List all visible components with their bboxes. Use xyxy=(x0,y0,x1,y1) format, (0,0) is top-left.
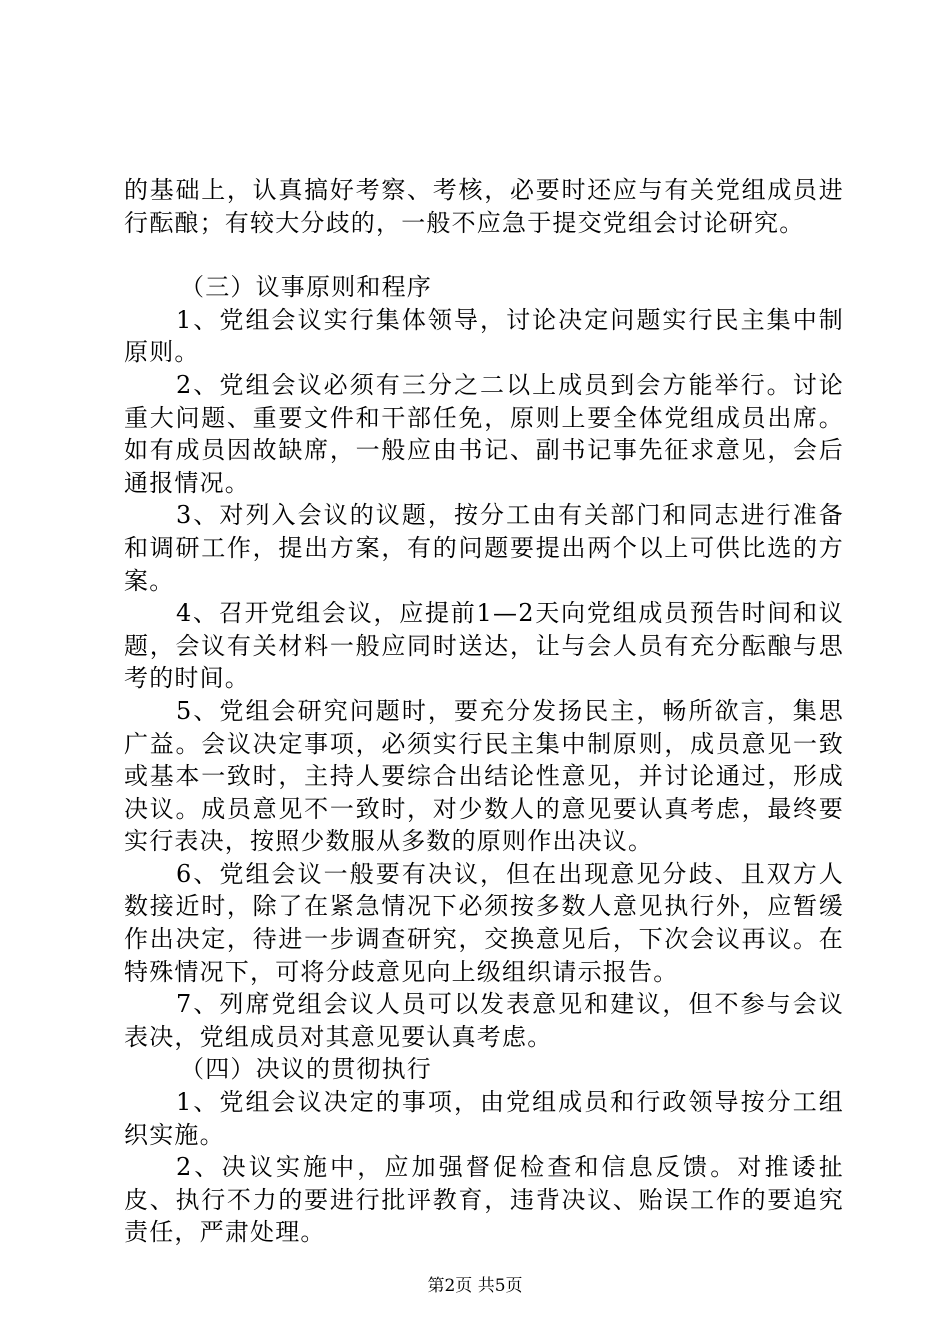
paragraph-item-1: 1、党组会议实行集体领导，讨论决定问题实行民主集中制原则。 xyxy=(124,305,844,367)
paragraph-item-3: 3、对列入会议的议题，按分工由有关部门和同志进行准备和调研工作，提出方案，有的问题要提出两个以上可供比选的方案。 xyxy=(124,501,844,595)
paragraph-item-2: 2、党组会议必须有三分之二以上成员到会方能举行。讨论重大问题、重要文件和干部任免，原则上要全体党组成员出席。如有成员因故缺席，一般应由书记、副书记事先征求意见，会后通报情况。 xyxy=(124,370,844,497)
section-heading-3: （三）议事原则和程序 xyxy=(180,273,432,302)
page-number-footer: 第2页 共5页 xyxy=(427,1276,523,1296)
paragraph-item-6: 6、党组会议一般要有决议，但在出现意见分歧、且双方人数接近时，除了在紧急情况下必须按多数人意见执行外，应暂缓作出决定，待进一步调查研究，交换意见后，下次会议再议。在特殊情况下，可将分歧意见向上级组织请示报告。 xyxy=(124,859,844,986)
paragraph-item-4-1: 1、党组会议决定的事项，由党组成员和行政领导按分工组织实施。 xyxy=(124,1088,844,1149)
document-body xyxy=(124,174,844,1249)
paragraph-item-4-2: 2、决议实施中，应加强督促检查和信息反馈。对推诿扯皮、执行不力的要进行批评教育，违背决议、贻误工作的要追究责任，严肃处理。 xyxy=(124,1153,844,1247)
paragraph-continuation: 的基础上，认真搞好考察、考核，必要时还应与有关党组成员进行酝酿；有较大分歧的，一般不应急于提交党组会讨论研究。 xyxy=(124,176,844,237)
paragraph-item-4: 4、召开党组会议，应提前1—2天向党组成员预告时间和议题，会议有关材料一般应同时送达，让与会人员有充分酝酿与思考的时间。 xyxy=(124,599,844,693)
section-heading-4: （四）决议的贯彻执行 xyxy=(180,1055,432,1084)
paragraph-item-7: 7、列席党组会议人员可以发表意见和建议，但不参与会议表决，党组成员对其意见要认真考虑。 xyxy=(124,990,844,1051)
paragraph-item-5: 5、党组会研究问题时，要充分发扬民主，畅所欲言，集思广益。会议决定事项，必须实行民主集中制原则，成员意见一致或基本一致时，主持人要综合出结论性意见，并讨论通过，形成决议。成员意见不一致时，对少数人的意见要认真考虑，最终要实行表决，按照少数服从多数的原则作出决议。 xyxy=(124,696,844,856)
